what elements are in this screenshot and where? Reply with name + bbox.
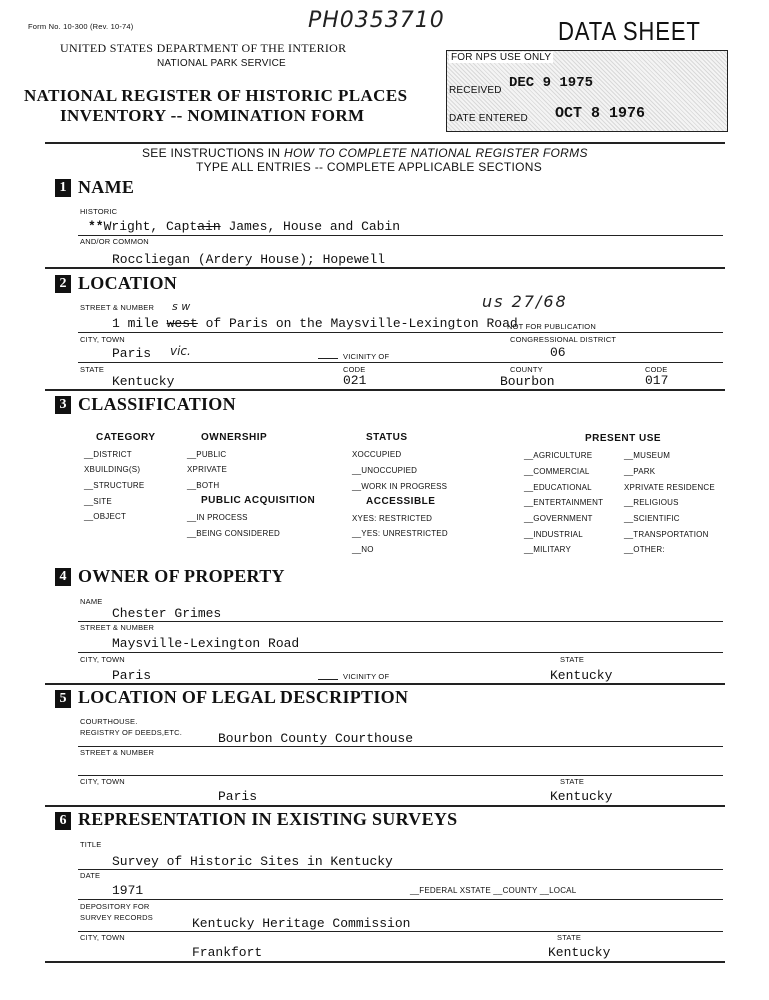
congress-label: CONGRESSIONAL DISTRICT — [510, 335, 617, 344]
category-district: __DISTRICT — [84, 450, 132, 459]
congress-value: 06 — [550, 345, 566, 360]
use-commercial: __COMMERCIAL — [524, 467, 590, 476]
form-number: Form No. 10-300 (Rev. 10-74) — [28, 22, 134, 31]
acquisition-considered: __BEING CONSIDERED — [187, 529, 280, 538]
section-5-rule — [45, 805, 725, 807]
section-1-number: 1 — [55, 179, 71, 197]
owner-name: Chester Grimes — [112, 606, 222, 621]
owner-city-label: CITY, TOWN — [80, 655, 125, 664]
state-value: Kentucky — [112, 374, 175, 389]
present-use-heading: PRESENT USE — [585, 433, 662, 444]
county-label: COUNTY — [510, 365, 543, 374]
instructions-line2: TYPE ALL ENTRIES -- COMPLETE APPLICABLE SECTIONS — [196, 160, 543, 174]
instructions-title: HOW TO COMPLETE NATIONAL REGISTER FORMS — [284, 146, 588, 160]
survey-date-rule — [78, 899, 723, 900]
section-2-rule — [45, 389, 725, 391]
survey-date-label: DATE — [80, 871, 101, 880]
instructions-line1 — [142, 146, 588, 160]
vicinity-blank — [318, 358, 338, 359]
state-code: 021 — [343, 373, 367, 388]
owner-name-label: NAME — [80, 597, 103, 606]
section-2-number: 2 — [55, 275, 71, 293]
survey-title-rule — [78, 869, 723, 870]
use-military: __MILITARY — [524, 545, 572, 554]
section-4-rule — [45, 683, 725, 685]
acquisition-heading: PUBLIC ACQUISITION — [201, 495, 316, 506]
section-6-rule — [45, 961, 725, 963]
use-agriculture: __AGRICULTURE — [524, 451, 593, 460]
ownership-public: __PUBLIC — [187, 450, 227, 459]
use-museum: __MUSEUM — [624, 451, 671, 460]
use-transportation: __TRANSPORTATION — [624, 530, 709, 539]
survey-records-label: SURVEY RECORDS — [80, 913, 153, 922]
owner-city: Paris — [112, 668, 152, 683]
survey-title: Survey of Historic Sites in Kentucky — [112, 854, 393, 869]
status-unoccupied: __UNOCCUPIED — [352, 466, 418, 475]
depository-rule — [78, 931, 723, 932]
use-park: __PARK — [624, 467, 656, 476]
survey-level-options: __FEDERAL XSTATE __COUNTY __LOCAL — [410, 886, 577, 895]
depository-state: Kentucky — [548, 945, 611, 960]
section-3-title: CLASSIFICATION — [78, 394, 236, 414]
historic-name-struck: ain — [197, 219, 221, 234]
street-pre: 1 mile — [112, 316, 167, 331]
use-entertainment: __ENTERTAINMENT — [524, 498, 604, 507]
data-sheet-stamp: DATA SHEET — [558, 16, 701, 46]
acquisition-in-process: __IN PROCESS — [187, 513, 248, 522]
nps-use-box — [446, 50, 728, 132]
use-educational: __EDUCATIONAL — [524, 483, 592, 492]
legal-street-label: STREET & NUMBER — [80, 748, 155, 757]
owner-vicinity-label: VICINITY OF — [343, 672, 390, 681]
depository-label: DEPOSITORY FOR — [80, 902, 150, 911]
legal-state: Kentucky — [550, 789, 613, 804]
handwritten-id: PH0353710 — [308, 8, 445, 33]
accessible-heading: ACCESSIBLE — [366, 496, 436, 507]
status-heading: STATUS — [366, 432, 408, 443]
section-6-number: 6 — [55, 812, 71, 830]
survey-date: 1971 — [112, 883, 144, 898]
owner-vicinity-blank — [318, 679, 338, 680]
section-6-title: REPRESENTATION IN EXISTING SURVEYS — [78, 809, 458, 829]
category-heading: CATEGORY — [96, 432, 156, 443]
category-object: __OBJECT — [84, 512, 127, 521]
courthouse-label: COURTHOUSE. — [80, 717, 138, 726]
owner-name-rule — [78, 621, 723, 622]
street-post: of Paris on the Maysville-Lexington Road — [197, 316, 518, 331]
section-2-title: LOCATION — [78, 273, 178, 293]
location-street-label: STREET & NUMBER — [80, 303, 155, 312]
section-1-rule — [45, 267, 725, 269]
not-for-publication: NOT FOR PUBLICATION — [507, 322, 596, 331]
courthouse-value: Bourbon County Courthouse — [218, 731, 414, 746]
section-5-number: 5 — [55, 690, 71, 708]
use-scientific: __SCIENTIFIC — [624, 514, 680, 523]
state-code-label: CODE — [343, 365, 366, 374]
status-occupied: XOCCUPIED — [352, 450, 402, 459]
depository-state-label: STATE — [557, 933, 582, 942]
location-street — [112, 316, 518, 331]
owner-state-label: STATE — [560, 655, 585, 664]
ownership-both: __BOTH — [187, 481, 220, 490]
owner-street-label: STREET & NUMBER — [80, 623, 155, 632]
courthouse-rule — [78, 746, 723, 747]
depository-value: Kentucky Heritage Commission — [192, 916, 411, 931]
county-value: Bourbon — [500, 374, 555, 389]
common-label: AND/OR COMMON — [80, 237, 149, 246]
county-code: 017 — [645, 373, 669, 388]
accessible-no: __NO — [352, 545, 374, 554]
common-name: Roccliegan (Ardery House); Hopewell — [112, 252, 386, 267]
use-religious: __RELIGIOUS — [624, 498, 679, 507]
category-buildings: XBUILDING(S) — [84, 465, 141, 474]
owner-state: Kentucky — [550, 668, 613, 683]
accessible-restricted: XYES: RESTRICTED — [352, 514, 433, 523]
historic-rule — [78, 235, 723, 236]
legal-state-label: STATE — [560, 777, 585, 786]
received-stamp: DEC 9 1975 — [509, 75, 594, 91]
city-rule — [78, 362, 723, 363]
service-name: NATIONAL PARK SERVICE — [157, 58, 286, 69]
location-city-label: CITY, TOWN — [80, 335, 125, 344]
use-private-residence: XPRIVATE RESIDENCE — [624, 483, 715, 492]
section-3-number: 3 — [55, 396, 71, 414]
use-other: __OTHER: — [624, 545, 665, 554]
state-label: STATE — [80, 365, 105, 374]
street-annotation: s w — [172, 300, 191, 313]
registry-label: REGISTRY OF DEEDS,ETC. — [80, 728, 183, 737]
use-government: __GOVERNMENT — [524, 514, 593, 523]
handwritten-code: us 27/68 — [482, 292, 568, 311]
historic-name — [88, 219, 400, 234]
instructions-prefix: SEE INSTRUCTIONS IN — [142, 146, 285, 160]
street-struck: west — [166, 316, 198, 331]
category-structure: __STRUCTURE — [84, 481, 145, 490]
historic-name-pre: Wright, Capt — [103, 219, 198, 234]
section-4-number: 4 — [55, 568, 71, 586]
category-site: __SITE — [84, 497, 112, 506]
vicinity-label: VICINITY OF — [343, 352, 390, 361]
nps-use-label: FOR NPS USE ONLY — [451, 52, 552, 63]
ownership-private: XPRIVATE — [187, 465, 227, 474]
date-entered-label: DATE ENTERED — [449, 113, 528, 124]
section-5-title: LOCATION OF LEGAL DESCRIPTION — [78, 687, 409, 707]
survey-title-label: TITLE — [80, 840, 102, 849]
use-industrial: __INDUSTRIAL — [524, 530, 583, 539]
historic-label: HISTORIC — [80, 207, 118, 216]
location-city: Paris — [112, 346, 152, 361]
form-title-line2: INVENTORY -- NOMINATION FORM — [60, 106, 365, 125]
owner-street-rule — [78, 652, 723, 653]
historic-name-post: James, House and Cabin — [220, 219, 401, 234]
historic-mark: ** — [88, 219, 104, 234]
header-rule — [45, 142, 725, 144]
section-1-title: NAME — [78, 177, 135, 197]
form-title-line1: NATIONAL REGISTER OF HISTORIC PLACES — [24, 86, 408, 105]
city-scribble: vic. — [170, 344, 191, 358]
section-4-title: OWNER OF PROPERTY — [78, 566, 285, 586]
legal-street-rule — [78, 775, 723, 776]
county-code-label: CODE — [645, 365, 668, 374]
street-rule — [78, 332, 723, 333]
legal-city: Paris — [218, 789, 258, 804]
ownership-heading: OWNERSHIP — [201, 432, 268, 443]
department-name: UNITED STATES DEPARTMENT OF THE INTERIOR — [60, 41, 347, 55]
date-entered-stamp: OCT 8 1976 — [555, 105, 646, 122]
status-work-in-progress: __WORK IN PROGRESS — [352, 482, 448, 491]
legal-city-label: CITY, TOWN — [80, 777, 125, 786]
owner-street: Maysville-Lexington Road — [112, 636, 300, 651]
received-label: RECEIVED — [449, 85, 502, 96]
accessible-unrestricted: __YES: UNRESTRICTED — [352, 529, 448, 538]
depository-city-label: CITY, TOWN — [80, 933, 125, 942]
depository-city: Frankfort — [192, 945, 263, 960]
